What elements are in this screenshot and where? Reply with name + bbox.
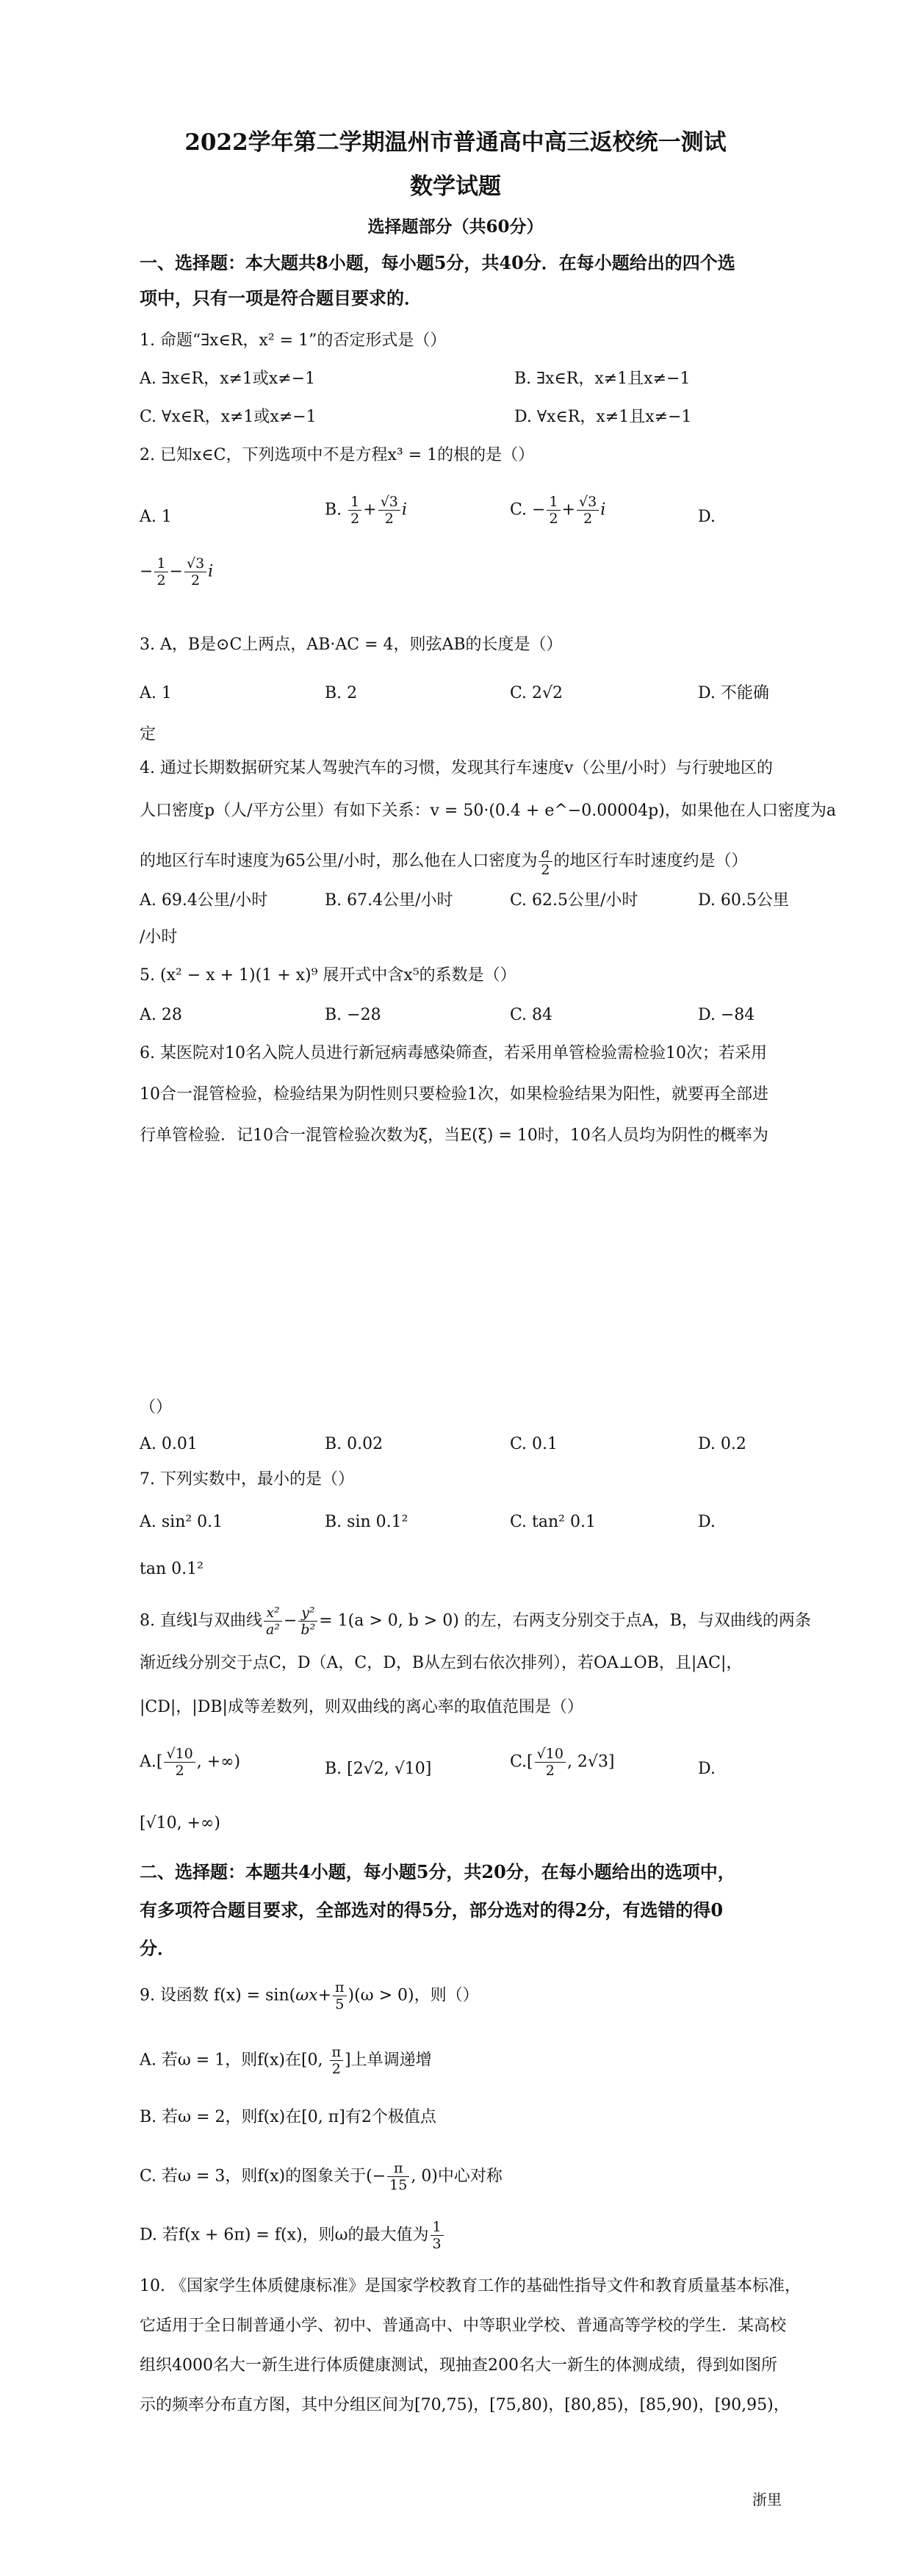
frac-x2-a2: $\frac{\text{x²}}{\text{a²}}$ xyxy=(264,1605,282,1638)
q7-option-b: B. sin 0.1² xyxy=(325,1513,408,1531)
q5-stem: 5. (x² − x + 1)(1 + x)⁹ 展开式中含x⁵的系数是（） xyxy=(140,966,516,985)
q4-line2: 人口密度p（人/平方公里）有如下关系：v = 50·(0.4 + e^−0.00004p)，如果他在人口密度为a xyxy=(140,802,836,820)
frac-y2-b2: $\frac{\text{y²}}{\text{b²}}$ xyxy=(298,1605,317,1638)
q2-option-c: C. − $\frac{1}{2}$ + $\frac{√3}{2}$ i xyxy=(510,494,606,527)
q7-stem: 7. 下列实数中，最小的是（） xyxy=(140,1470,354,1489)
q8-line3: |CD|，|DB|成等差数列，则双曲线的离心率的取值范围是（） xyxy=(140,1698,583,1716)
q9-option-a-text: A. 若ω = 1，则f(x)在 xyxy=(140,2051,301,2070)
q10-line3: 组织4000名大一新生进行体质健康测试，现抽查200名大一新生的体测成绩，得到如图所 xyxy=(140,2356,777,2375)
q6-option-b: B. 0.02 xyxy=(325,1435,384,1453)
q1-option-a: A. ∃x∈R，x≠1或x≠−1 xyxy=(140,370,316,388)
q6-option-d: D. 0.2 xyxy=(698,1435,746,1453)
q7-option-d: D. xyxy=(698,1513,716,1531)
q3-option-b: B. 2 xyxy=(325,684,358,702)
frac-sqrt3-half: $\frac{√3}{2}$ xyxy=(577,494,599,527)
q9-option-b: B. 若ω = 2，则f(x)在[0, π]有2个极值点 xyxy=(140,2108,436,2126)
q9-option-d xyxy=(140,2219,445,2252)
q8-option-a: A.[ $\frac{√10}{2}$ , +∞) xyxy=(140,1746,241,1779)
q2-option-d-label: D. xyxy=(698,508,716,526)
q4-line3-a: 的地区行车时速度为65公里/小时，那么他在人口密度为 xyxy=(140,852,538,871)
q10-line4: 示的频率分布直方图，其中分组区间为[70,75)，[75,80)，[80,85)，[85,90)，[90,95)， xyxy=(140,2396,790,2414)
q9-option-c: C. 若ω = 3，则f(x)的图象关于(− $\frac{\pi}{15}$ , 0)中心对称 xyxy=(140,2160,503,2193)
q3-option-c: C. 2√2 xyxy=(510,684,563,702)
q3-option-d: D. 不能确 xyxy=(698,684,769,702)
section1-line2: 项中，只有一项是符合题目要求的． xyxy=(140,287,422,309)
q8-option-a-label: A. xyxy=(140,1752,156,1771)
frac-sqrt10-half: $\frac{√10}{2}$ xyxy=(164,1746,195,1779)
q1-option-b: B. ∃x∈R，x≠1且x≠−1 xyxy=(514,370,691,388)
q4-line3 xyxy=(140,845,748,878)
q8-line1-b: = 1(a > 0, b > 0) 的左，右两支分别交于点A，B，与双曲线的两条 xyxy=(319,1611,811,1630)
q3-option-a: A. 1 xyxy=(140,684,172,702)
q3-option-d-cont: 定 xyxy=(140,725,156,744)
q2-option-d: − $\frac{1}{2}$ − $\frac{√3}{2}$ i xyxy=(140,555,214,589)
q6-option-c: C. 0.1 xyxy=(510,1435,558,1453)
frac-pi-2: $\frac{\pi}{2}$ xyxy=(330,2044,344,2077)
frac-one-half: $\frac{1}{2}$ xyxy=(154,555,168,589)
exam-title: 2022学年第二学期温州市普通高中高三返校统一测试 xyxy=(184,129,727,156)
frac-a-over-2: $\frac{a}{2}$ xyxy=(539,845,552,878)
q2-option-a: A. 1 xyxy=(140,508,172,526)
frac-one-third: $\frac{1}{3}$ xyxy=(431,2219,444,2252)
q8-option-c: C.[ $\frac{√10}{2}$ , 2√3] xyxy=(510,1746,615,1779)
q4-option-c: C. 62.5公里/小时 xyxy=(510,891,638,910)
q4-option-b: B. 67.4公里/小时 xyxy=(325,891,453,910)
section2-line3: 分． xyxy=(140,1938,175,1959)
q1-option-d: D. ∀x∈R，x≠1且x≠−1 xyxy=(514,408,692,426)
q7-option-d-cont: tan 0.1² xyxy=(140,1560,204,1578)
q4-option-d-cont: /小时 xyxy=(140,928,178,946)
q4-line3-b: 的地区行车时速度约是（） xyxy=(553,852,748,871)
q8-line1-a: 8. 直线l与双曲线 xyxy=(140,1611,263,1630)
section1-line1: 一、选择题：本大题共8小题，每小题5分，共40分．在每小题给出的四个选 xyxy=(140,252,735,273)
frac-sqrt3-half: $\frac{√3}{2}$ xyxy=(184,555,206,589)
q5-option-b: B. −28 xyxy=(325,1006,381,1024)
q4-option-a: A. 69.4公里/小时 xyxy=(140,891,268,910)
q6-line2: 10合一混管检验，检验结果为阴性则只要检验1次，如果检验结果为阳性，就要再全部进 xyxy=(140,1085,768,1104)
q8-line2: 渐近线分别交于点C，D（A，C，D，B从左到右依次排列），若OA⊥OB，且|AC|， xyxy=(140,1654,743,1672)
q7-option-a: A. sin² 0.1 xyxy=(140,1513,223,1531)
q8-option-d: D. xyxy=(698,1760,716,1778)
q2-stem: 2. 已知x∈C，下列选项中不是方程x³ = 1的根的是（） xyxy=(140,446,535,464)
section2-line1: 二、选择题：本题共4小题，每小题5分，共20分，在每小题给出的选项中， xyxy=(140,1861,735,1882)
footer-watermark: 浙里 xyxy=(752,2491,782,2508)
q4-line1: 4. 通过长期数据研究某人驾驶汽车的习惯，发现其行车速度v（公里/小时）与行驶地区的 xyxy=(140,759,773,777)
frac-sqrt10-half: $\frac{√10}{2}$ xyxy=(535,1746,566,1779)
frac-one-half: $\frac{1}{2}$ xyxy=(348,494,361,527)
q5-option-a: A. 28 xyxy=(140,1006,182,1024)
frac-sqrt3-half: $\frac{√3}{2}$ xyxy=(378,494,400,527)
part-heading: 选择题部分（共60分） xyxy=(367,217,544,237)
q5-option-c: C. 84 xyxy=(510,1006,553,1024)
q9-option-c-tail: 中心对称 xyxy=(437,2167,503,2186)
q2-option-b-label: B. xyxy=(325,500,342,519)
q2-option-c-label: C. xyxy=(510,500,527,519)
q5-option-d: D. −84 xyxy=(698,1006,755,1024)
q9-stem-a: 9. 设函数 f(x) = sin xyxy=(140,1986,289,2005)
q9-option-d-text: D. 若f(x + 6π) = f(x)，则ω的最大值为 xyxy=(140,2226,429,2245)
q8-option-b: B. [2√2, √10] xyxy=(325,1760,432,1778)
q4-option-d: D. 60.5公里 xyxy=(698,891,789,910)
q8-option-c-label: C. xyxy=(510,1752,527,1771)
q6-line1: 6. 某医院对10名入院人员进行新冠病毒感染筛查，若采用单管检验需检验10次；若采用 xyxy=(140,1044,767,1062)
q9-option-a-tail: 上单调递增 xyxy=(350,2051,432,2070)
q9-stem: 9. 设函数 f(x) = sin(ωx+ $\frac{\pi}{5}$ )(ω > 0)，则（） xyxy=(140,1979,479,2012)
q9-option-a: A. 若ω = 1，则f(x)在[0, $\frac{\pi}{2}$ ]上单调递增 xyxy=(140,2044,432,2077)
q8-option-d-cont: [√10, +∞) xyxy=(140,1814,220,1832)
q2-option-b: B. $\frac{1}{2}$ + $\frac{√3}{2}$ i xyxy=(325,494,407,527)
q10-line1: 10. 《国家学生体质健康标准》是国家学校教育工作的基础性指导文件和教育质量基本标准， xyxy=(140,2277,801,2295)
section2-line2: 有多项符合题目要求，全部选对的得5分，部分选对的得2分，有选错的得0 xyxy=(140,1899,724,1921)
q1-stem: 1. 命题“∃x∈R，x² = 1”的否定形式是（） xyxy=(140,331,447,350)
q8-line1: 8. 直线l与双曲线 $\frac{\text{x²}}{\text{a²}}$ − $\frac{\text{y²}}{\text{b²}}$ = 1(a > 0, b > 0) 的左，右两支分别交于点A，B，与双曲线的两条 xyxy=(140,1605,811,1638)
q6-option-a: A. 0.01 xyxy=(140,1435,198,1453)
q10-line2: 它适用于全日制普通小学、初中、普通高中、中等职业学校、普通高等学校的学生．某高校 xyxy=(140,2317,787,2335)
q6-paren: （） xyxy=(140,1398,173,1417)
q1-option-c: C. ∀x∈R，x≠1或x≠−1 xyxy=(140,408,317,426)
q7-option-c: C. tan² 0.1 xyxy=(510,1513,596,1531)
q6-line3: 行单管检验．记10合一混管检验次数为ξ，当E(ξ) = 10时，10名人员均为阴性的概率为 xyxy=(140,1126,768,1145)
q9-option-c-text: C. 若ω = 3，则f(x)的图象关于 xyxy=(140,2167,367,2186)
q9-stem-b: (ω > 0)，则（） xyxy=(354,1986,479,2005)
exam-subtitle: 数学试题 xyxy=(410,173,501,200)
frac-pi-15: $\frac{\pi}{15}$ xyxy=(387,2160,409,2193)
q3-stem: 3. A，B是⊙C上两点，AB·AC = 4，则弦AB的长度是（） xyxy=(140,636,563,654)
frac-one-half: $\frac{1}{2}$ xyxy=(547,494,560,527)
frac-pi-5: $\frac{\pi}{5}$ xyxy=(333,1979,347,2012)
